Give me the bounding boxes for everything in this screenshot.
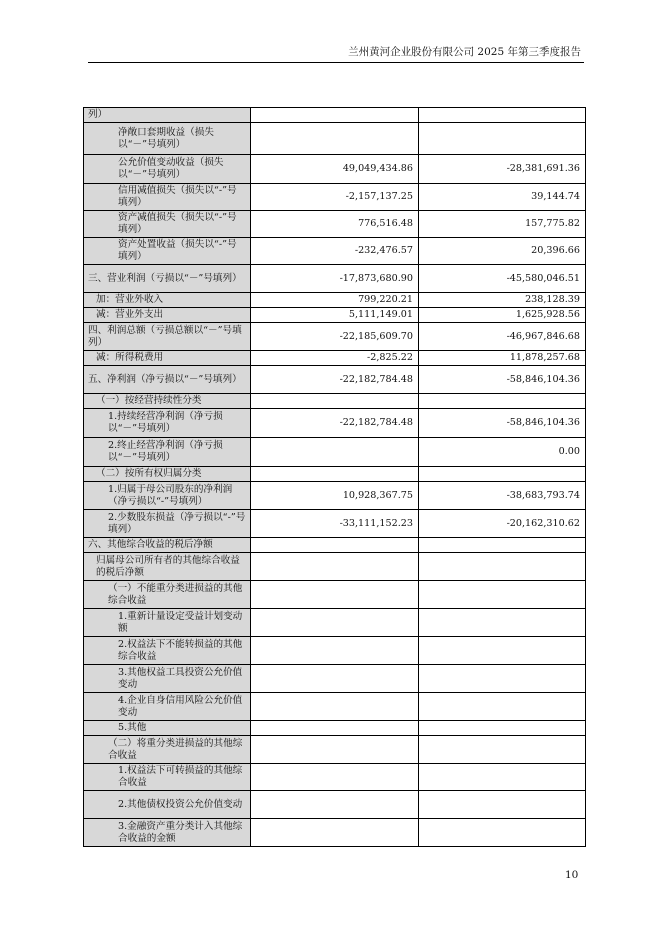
row-label: 归属母公司所有者的其他综合收益的税后净额 bbox=[84, 553, 251, 581]
prior-period-value: 11,878,257.68 bbox=[419, 351, 586, 366]
page-number: 10 bbox=[565, 869, 579, 881]
current-period-value bbox=[251, 581, 419, 609]
current-period-value bbox=[251, 693, 419, 721]
prior-period-value: 39,144.74 bbox=[419, 184, 586, 211]
table-row bbox=[84, 211, 586, 238]
table-row bbox=[84, 467, 586, 482]
current-period-value bbox=[251, 467, 419, 482]
row-label: 三、营业利润（亏损以“－”号填列） bbox=[84, 265, 251, 293]
current-period-value: -22,182,784.48 bbox=[251, 366, 419, 394]
prior-period-value bbox=[419, 819, 586, 847]
row-label: 减：所得税费用 bbox=[84, 351, 251, 366]
row-label: 净敞口套期收益（损失以“－”号填列） bbox=[84, 123, 251, 155]
row-label: 2.终止经营净利润（净亏损以“－”号填列） bbox=[84, 438, 251, 467]
prior-period-value: -45,580,046.51 bbox=[419, 265, 586, 293]
current-period-value: -22,185,609.70 bbox=[251, 323, 419, 351]
table-row bbox=[84, 482, 586, 510]
row-label: 4.企业自身信用风险公允价值变动 bbox=[84, 693, 251, 721]
current-period-value: 5,111,149.01 bbox=[251, 308, 419, 323]
row-label: 3.其他权益工具投资公允价值变动 bbox=[84, 665, 251, 693]
report-header-title: 兰州黄河企业股份有限公司 2025 年第三季度报告 bbox=[348, 46, 581, 58]
row-label: 公允价值变动收益（损失以“－”号填列） bbox=[84, 155, 251, 184]
prior-period-value bbox=[419, 467, 586, 482]
current-period-value: -22,182,784.48 bbox=[251, 409, 419, 438]
prior-period-value bbox=[419, 123, 586, 155]
table-row bbox=[84, 308, 586, 323]
row-label: （二）按所有权归属分类 bbox=[84, 467, 251, 482]
current-period-value bbox=[251, 721, 419, 736]
current-period-value: -17,873,680.90 bbox=[251, 265, 419, 293]
prior-period-value: -20,162,310.62 bbox=[419, 510, 586, 538]
table-row bbox=[84, 609, 586, 637]
table-row bbox=[84, 791, 586, 819]
prior-period-value bbox=[419, 693, 586, 721]
current-period-value: -2,157,137.25 bbox=[251, 184, 419, 211]
prior-period-value: 1,625,928.56 bbox=[419, 308, 586, 323]
income-statement-table bbox=[83, 107, 586, 847]
table-row bbox=[84, 323, 586, 351]
current-period-value bbox=[251, 394, 419, 409]
prior-period-value bbox=[419, 581, 586, 609]
row-label: 加：营业外收入 bbox=[84, 293, 251, 308]
current-period-value: -33,111,152.23 bbox=[251, 510, 419, 538]
table-row bbox=[84, 394, 586, 409]
prior-period-value: -46,967,846.68 bbox=[419, 323, 586, 351]
current-period-value bbox=[251, 123, 419, 155]
prior-period-value bbox=[419, 736, 586, 764]
row-label: 资产减值损失（损失以“-”号填列） bbox=[84, 211, 251, 238]
prior-period-value bbox=[419, 609, 586, 637]
row-label: 信用减值损失（损失以“-”号填列） bbox=[84, 184, 251, 211]
current-period-value: 49,049,434.86 bbox=[251, 155, 419, 184]
current-period-value: -232,476.57 bbox=[251, 238, 419, 265]
prior-period-value: 157,775.82 bbox=[419, 211, 586, 238]
prior-period-value bbox=[419, 108, 586, 123]
current-period-value bbox=[251, 819, 419, 847]
row-label: （二）将重分类进损益的其他综合收益 bbox=[84, 736, 251, 764]
row-label: （一）不能重分类进损益的其他综合收益 bbox=[84, 581, 251, 609]
prior-period-value: -38,683,793.74 bbox=[419, 482, 586, 510]
table-row bbox=[84, 108, 586, 123]
income-statement-body bbox=[84, 108, 586, 847]
row-label: 列） bbox=[84, 108, 251, 123]
header-divider bbox=[88, 62, 584, 63]
prior-period-value: -28,381,691.36 bbox=[419, 155, 586, 184]
current-period-value: 10,928,367.75 bbox=[251, 482, 419, 510]
prior-period-value bbox=[419, 553, 586, 581]
row-label: 减：营业外支出 bbox=[84, 308, 251, 323]
current-period-value bbox=[251, 736, 419, 764]
table-row bbox=[84, 581, 586, 609]
current-period-value: 776,516.48 bbox=[251, 211, 419, 238]
row-label: 2.其他债权投资公允价值变动 bbox=[84, 791, 251, 819]
row-label: 六、其他综合收益的税后净额 bbox=[84, 538, 251, 553]
current-period-value bbox=[251, 609, 419, 637]
row-label: 1.重新计量设定受益计划变动额 bbox=[84, 609, 251, 637]
table-row bbox=[84, 764, 586, 791]
row-label: 3.金融资产重分类计入其他综合收益的金额 bbox=[84, 819, 251, 847]
table-row bbox=[84, 366, 586, 394]
table-row bbox=[84, 819, 586, 847]
prior-period-value: 20,396.66 bbox=[419, 238, 586, 265]
table-row bbox=[84, 238, 586, 265]
prior-period-value: 0.00 bbox=[419, 438, 586, 467]
table-row bbox=[84, 538, 586, 553]
table-row bbox=[84, 510, 586, 538]
row-label: 四、利润总额（亏损总额以“－”号填列） bbox=[84, 323, 251, 351]
row-label: 5.其他 bbox=[84, 721, 251, 736]
prior-period-value bbox=[419, 538, 586, 553]
current-period-value bbox=[251, 665, 419, 693]
prior-period-value bbox=[419, 665, 586, 693]
row-label: 1.权益法下可转损益的其他综合收益 bbox=[84, 764, 251, 791]
row-label: 五、净利润（净亏损以“－”号填列） bbox=[84, 366, 251, 394]
current-period-value: -2,825.22 bbox=[251, 351, 419, 366]
table-row bbox=[84, 293, 586, 308]
table-row bbox=[84, 123, 586, 155]
prior-period-value bbox=[419, 764, 586, 791]
table-row bbox=[84, 409, 586, 438]
table-row bbox=[84, 721, 586, 736]
table-row bbox=[84, 184, 586, 211]
current-period-value bbox=[251, 637, 419, 665]
current-period-value bbox=[251, 108, 419, 123]
prior-period-value bbox=[419, 791, 586, 819]
table-row bbox=[84, 665, 586, 693]
prior-period-value: -58,846,104.36 bbox=[419, 366, 586, 394]
table-row bbox=[84, 155, 586, 184]
prior-period-value bbox=[419, 394, 586, 409]
current-period-value: 799,220.21 bbox=[251, 293, 419, 308]
current-period-value bbox=[251, 538, 419, 553]
row-label: 资产处置收益（损失以“-”号填列） bbox=[84, 238, 251, 265]
current-period-value bbox=[251, 553, 419, 581]
table-row bbox=[84, 736, 586, 764]
row-label: 1.持续经营净利润（净亏损以“－”号填列） bbox=[84, 409, 251, 438]
prior-period-value: -58,846,104.36 bbox=[419, 409, 586, 438]
current-period-value bbox=[251, 438, 419, 467]
current-period-value bbox=[251, 791, 419, 819]
row-label: 1.归属于母公司股东的净利润（净亏损以“-”号填列） bbox=[84, 482, 251, 510]
table-row bbox=[84, 265, 586, 293]
table-row bbox=[84, 693, 586, 721]
prior-period-value bbox=[419, 721, 586, 736]
row-label: 2.少数股东损益（净亏损以“-”号填列） bbox=[84, 510, 251, 538]
table-row bbox=[84, 637, 586, 665]
row-label: 2.权益法下不能转损益的其他综合收益 bbox=[84, 637, 251, 665]
table-row bbox=[84, 438, 586, 467]
table-row bbox=[84, 553, 586, 581]
row-label: （一）按经营持续性分类 bbox=[84, 394, 251, 409]
prior-period-value bbox=[419, 637, 586, 665]
table-row bbox=[84, 351, 586, 366]
current-period-value bbox=[251, 764, 419, 791]
prior-period-value: 238,128.39 bbox=[419, 293, 586, 308]
